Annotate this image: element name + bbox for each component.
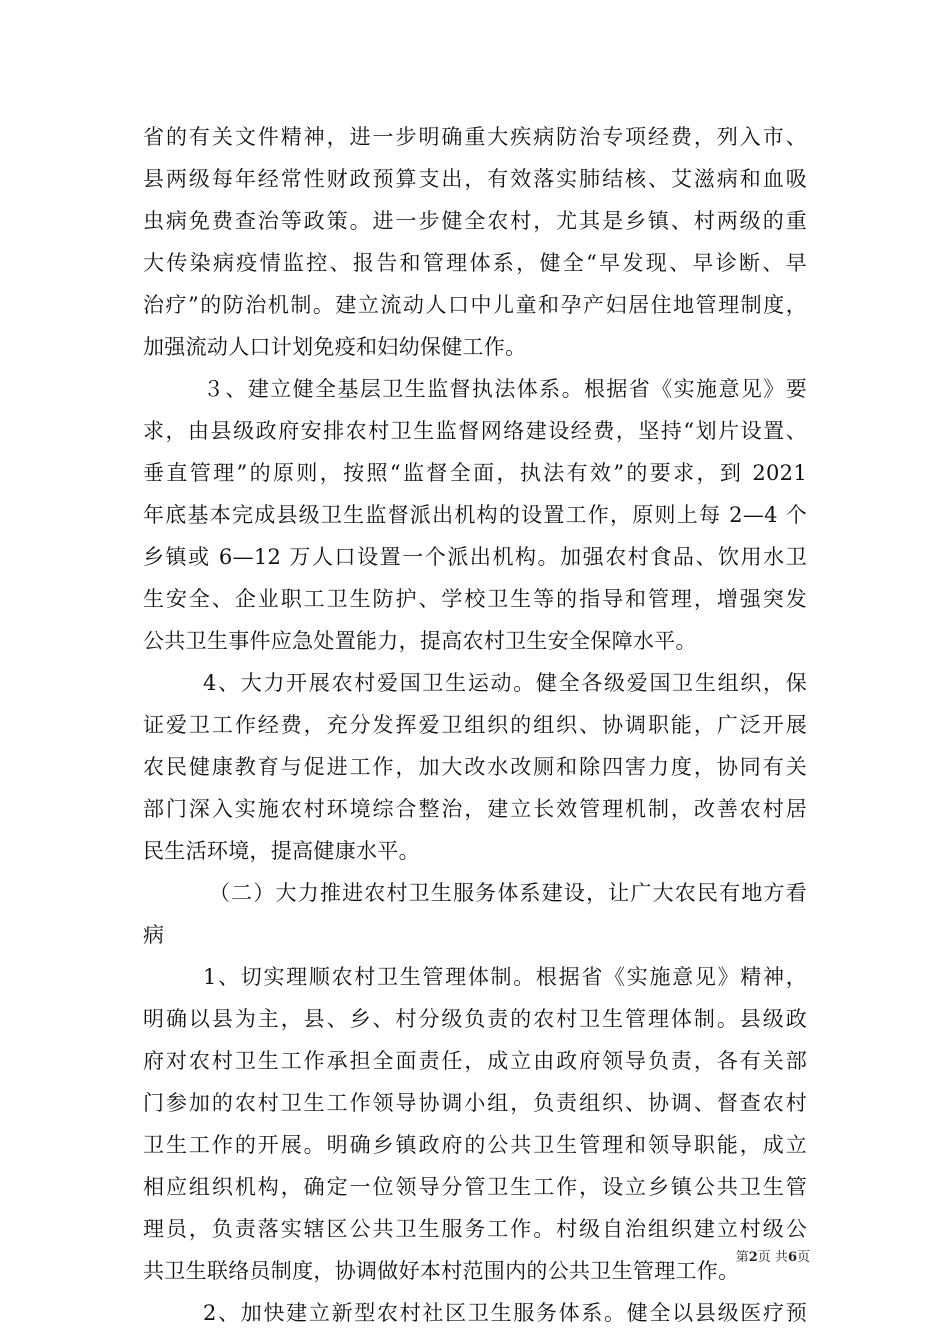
text-line: 证爱卫工作经费，充分发挥爱卫组织的组织、协调职能，广泛开展 — [143, 713, 807, 737]
section-heading-line: 1、切实理顺农村卫生管理体制。根据省《实施意见》精神， — [203, 965, 807, 989]
total-page-number: 6 — [787, 1250, 797, 1265]
text-line: 垂直管理”的原则，按照“监督全面，执法有效”的要求，到 2021 — [143, 461, 807, 485]
text-line: 卫生工作的开展。明确乡镇政府的公共卫生管理和领导职能，成立 — [143, 1133, 807, 1157]
footer-suffix: 页 — [796, 1250, 810, 1265]
text-line: 生安全、企业职工卫生防护、学校卫生等的指导和管理，增强突发 — [143, 587, 807, 611]
text-line: 乡镇或 6—12 万人口设置一个派出机构。加强农村食品、饮用水卫 — [143, 545, 807, 569]
text-line: 县两级每年经常性财政预算支出，有效落实肺结核、艾滋病和血吸 — [143, 167, 807, 191]
text-line: 公共卫生事件应急处置能力，提高农村卫生安全保障水平。 — [143, 629, 697, 653]
text-line: 部门深入实施农村环境综合整治，建立长效管理机制，改善农村居 — [143, 797, 807, 821]
chapter-heading-line: 病 — [143, 923, 165, 947]
section-heading-line: 2、加快建立新型农村社区卫生服务体系。健全以县级医疗预 — [203, 1301, 807, 1325]
text-line: 理员，负责落实辖区公共卫生服务工作。村级自治组织建立村级公 — [143, 1217, 807, 1241]
footer-prefix: 第 — [735, 1250, 749, 1265]
text-line: 民生活环境，提高健康水平。 — [143, 839, 420, 863]
text-line: 府对农村卫生工作承担全面责任，成立由政府领导负责，各有关部 — [143, 1049, 807, 1073]
page-number-footer — [0, 1246, 810, 1265]
footer-middle: 页 共 — [757, 1250, 788, 1265]
chapter-heading-line: （二）大力推进农村卫生服务体系建设，让广大农民有地方看 — [209, 881, 807, 905]
text-line: 明确以县为主，县、乡、村分级负责的农村卫生管理体制。县级政 — [143, 1007, 807, 1031]
text-line: 求，由县级政府安排农村卫生监督网络建设经费，坚持“划片设置、 — [143, 419, 807, 443]
text-line: 年底基本完成县级卫生监督派出机构的设置工作，原则上每 2—4 个 — [143, 503, 807, 527]
section-heading-line: 4、大力开展农村爱国卫生运动。健全各级爱国卫生组织，保 — [203, 671, 807, 695]
text-line: 共卫生联络员制度，协调做好本村范围内的公共卫生管理工作。 — [143, 1259, 740, 1283]
text-line: 加强流动人口计划免疫和妇幼保健工作。 — [143, 335, 527, 359]
text-line: 门参加的农村卫生工作领导协调小组，负责组织、协调、督查农村 — [143, 1091, 807, 1115]
text-line: 农民健康教育与促进工作，加大改水改厕和除四害力度，协同有关 — [143, 755, 807, 779]
text-line: 虫病免费查治等政策。进一步健全农村，尤其是乡镇、村两级的重 — [143, 209, 807, 233]
current-page-number: 2 — [748, 1250, 758, 1265]
text-line: 大传染病疫情监控、报告和管理体系，健全“早发现、早诊断、早 — [143, 251, 807, 275]
text-line: 相应组织机构，确定一位领导分管卫生工作，设立乡镇公共卫生管 — [143, 1175, 807, 1199]
text-line: 省的有关文件精神，进一步明确重大疾病防治专项经费，列入市、 — [143, 125, 807, 149]
text-line: 治疗”的防治机制。建立流动人口中儿童和孕产妇居住地管理制度， — [143, 293, 807, 317]
section-heading-line: ３、建立健全基层卫生监督执法体系。根据省《实施意见》要 — [203, 377, 807, 401]
document-body — [143, 116, 807, 1334]
